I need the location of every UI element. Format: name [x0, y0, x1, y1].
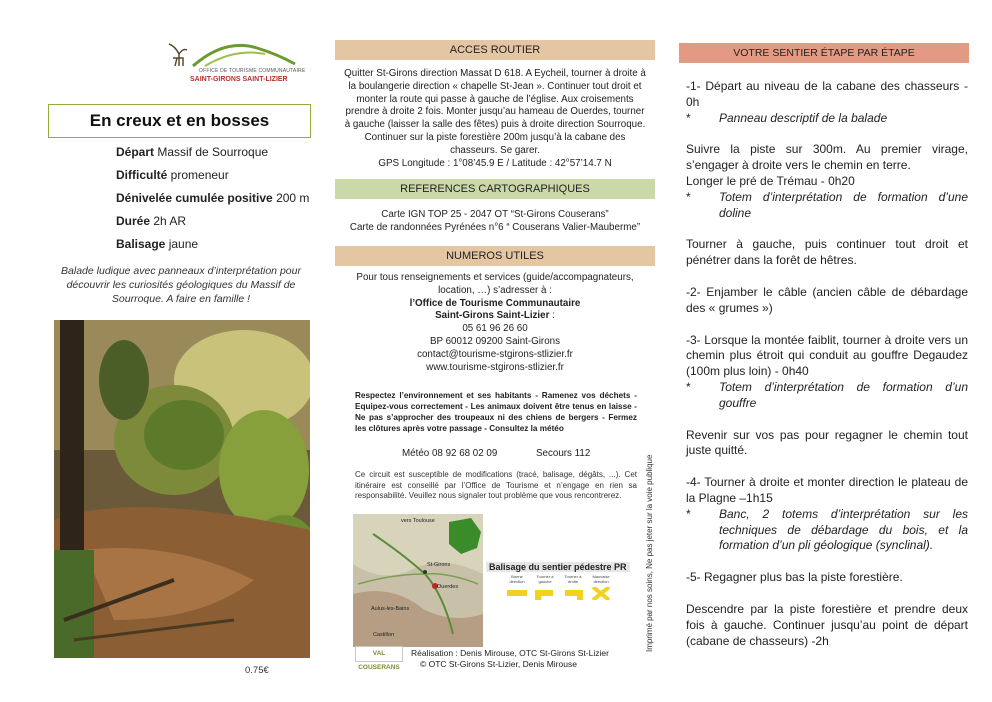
step-4-note	[686, 507, 968, 554]
step-5b: Descendre par la piste forestière et prendre deux fois à gauche. Continuer jusqu’au point de départ (cabane de chasseurs) -2h	[686, 601, 968, 648]
steps-list	[686, 79, 968, 665]
step-1b	[686, 142, 968, 221]
map-label-toulouse: vers Toulouse	[401, 518, 435, 524]
step-3-text: -3- Lorsque la montée faiblit, tourner à droite vers un chemin plus étroit qui conduit au gouffre Degaudez (100m plus loin) - 0h40	[686, 332, 968, 379]
rules-text: Respectez l’environnement et ses habitants - Ramenez vos déchets - Equipez-vous correctement - Les animaux doivent être tenus en laisse - Ne pas s’approcher des troupeaux ni des chiens de bergers - Fermez les clôtures après votre passage - Consultez la météo	[355, 391, 637, 433]
facts-list	[116, 143, 326, 258]
wrong-way-mark-icon	[591, 587, 611, 600]
fact-key: Départ	[116, 145, 155, 159]
fact-difficulte	[116, 166, 326, 189]
fact-value: jaune	[165, 237, 199, 251]
step-3	[686, 333, 968, 412]
step-1-text: -1- Départ au niveau de la cabane des chasseurs - 0h	[686, 79, 968, 109]
fact-key: Dénivelée cumulée positive	[116, 191, 273, 205]
note-star: *	[686, 189, 691, 204]
logo-line1: OFFICE DE TOURISME COMMUNAUTAIRE	[199, 68, 306, 74]
note-star: *	[686, 110, 691, 125]
step-5: -5- Regagner plus bas la piste forestière.	[686, 570, 903, 585]
step-1-note-text: Panneau descriptif de la balade	[719, 110, 888, 125]
logo-line2: SAINT-GIRONS SAINT-LIZIER	[190, 76, 288, 83]
map-label-st-girons: St-Girons	[427, 562, 451, 568]
tagline: Balade ludique avec panneaux d’interprétation pour découvrir les curiosités géologiques du Massif de Sourroque. A faire en famille !	[61, 265, 301, 305]
acces-heading: ACCES ROUTIER	[335, 40, 655, 60]
fact-key: Balisage	[116, 237, 166, 251]
balisage-label-right: Tourner à droite	[564, 574, 582, 584]
straight-mark-icon	[507, 587, 527, 600]
useful-website[interactable]: www.tourisme-stgirons-stlizier.fr	[426, 361, 564, 373]
useful-org1: l’Office de Tourisme Communautaire	[409, 297, 581, 309]
useful-email[interactable]: contact@tourisme-stgirons-stlizier.fr	[417, 348, 573, 360]
carto-text-block	[343, 209, 647, 235]
ibex-mountain-icon	[165, 40, 305, 70]
fact-value: promeneur	[167, 168, 229, 182]
fact-duree	[116, 212, 326, 235]
note-star: *	[686, 379, 691, 394]
tourism-office-logo	[165, 40, 305, 94]
forest-photo	[54, 320, 310, 658]
useful-address: BP 60012 09200 Saint-Girons	[430, 335, 560, 347]
useful-org2: Saint-Girons Saint-Lizier	[435, 310, 550, 322]
step-4-text: -4- Tourner à droite et monter direction le plateau de la Plagne –1h15	[686, 475, 968, 505]
step-1b-text: Suivre la piste sur 300m. Au premier virage, s’engager à droite vers le chemin en terre.	[686, 142, 968, 173]
useful-text-block	[343, 272, 647, 374]
acces-directions: Quitter St-Girons direction Massat D 618. A Eycheil, tourner à droite à la boulangerie direction « chapelle St-Jean ». Continuer tout droit et monter la route qui passe à gauche de l’église. Aux croisements prendre à droite 2 fois. Monter jusqu’au hameau de Ouerdes, tourner à gauche (laisser la salle des fêtes) puis à droite direction Sourroque. Continuer sur la piste forestière 200m jusqu’à la cabane des chasseurs. Se garer.	[344, 68, 646, 156]
balisage-legend	[483, 560, 633, 602]
useful-org-suffix: :	[549, 310, 555, 322]
disclaimer-text: Ce circuit est susceptible de modifications (tracé, balisage, dégâts, ...). Cet itinéraire est conseillé par l’Office de Tourisme et n’engage en rien sa responsabilité. Veuillez nous signaler tout problème que vous rencontrerez.	[355, 470, 637, 500]
carto-heading: REFERENCES CARTOGRAPHIQUES	[335, 179, 655, 199]
fact-balisage	[116, 235, 326, 258]
price: 0.75€	[245, 665, 269, 676]
credits-line1: Réalisation : Denis Mirouse, OTC St-Girons St-Lizier	[411, 648, 609, 658]
fact-denivelee	[116, 189, 326, 212]
brochure-title: En creux et en bosses	[48, 104, 311, 138]
useful-phone: 05 61 96 26 60	[462, 323, 528, 335]
useful-intro: Pour tous renseignements et services (guide/accompagnateurs, location, …) s’adresser à :	[356, 272, 634, 296]
balisage-label-left: Tourner à gauche	[536, 574, 554, 584]
carto-line2: Carte de randonnées Pyrénées n°6 “ Couserans Valier-Mauberme”	[349, 221, 641, 233]
balisage-label-straight: Bonne direction	[509, 574, 525, 584]
turn-right-mark-icon	[563, 587, 583, 600]
vertical-print-note: Imprimé par nos soins, Ne pas jeter sur la voie publique	[645, 454, 654, 652]
step-4	[686, 475, 968, 554]
balisage-title: Balisage du sentier pédestre PR	[486, 562, 630, 572]
secours-number: Secours 112	[536, 448, 591, 459]
step-1d: Tourner à gauche, puis continuer tout droit et pénétrer dans la forêt de hêtres.	[686, 237, 968, 268]
map-label-ouerdes: Ouerdes	[437, 584, 459, 590]
fact-value: 200 m	[272, 191, 310, 205]
step-1c-text: Longer le pré de Trémau - 0h20	[686, 173, 855, 188]
credits-line2: © OTC St-Girons St-Lizier, Denis Mirouse	[420, 659, 577, 669]
step-1c-note	[686, 190, 968, 222]
step-2: -2- Enjamber le câble (ancien câble de débardage des « grumes »)	[686, 284, 968, 315]
fact-value: 2h AR	[150, 214, 187, 228]
steps-heading: VOTRE SENTIER ÉTAPE PAR ÉTAPE	[679, 43, 969, 63]
carto-line1: Carte IGN TOP 25 - 2047 OT “St-Girons Couserans”	[381, 209, 609, 220]
fact-depart	[116, 143, 326, 166]
step-1c-note-text: Totem d’interprétation de formation d’une doline	[719, 189, 968, 220]
fact-key: Difficulté	[116, 168, 168, 182]
fact-key: Durée	[116, 214, 151, 228]
meteo-number: Météo 08 92 68 02 09	[402, 448, 498, 459]
step-4-note-text: Banc, 2 totems d’interprétation sur les techniques de débardage du bois, et la formation d’un pli géologique (synclinal).	[719, 506, 968, 553]
step-3b: Revenir sur vos pas pour regagner le chemin tout juste quitté.	[686, 427, 968, 458]
map-label-castillon: Castillon	[373, 632, 395, 638]
step-3-note	[686, 380, 968, 412]
gps-coordinates: GPS Longitude : 1°08’45.9 E / Latitude : 42°57’14.7 N	[378, 157, 612, 169]
note-star: *	[686, 506, 691, 521]
acces-text-block	[343, 68, 647, 170]
map-label-aulus: Aulus-les-Bains	[371, 606, 410, 612]
val-couserans-logo: VAL COUSERANS	[355, 646, 403, 662]
step-3-note-text: Totem d’interprétation de formation d’un gouffre	[719, 379, 968, 410]
step-1	[686, 79, 968, 126]
turn-left-mark-icon	[535, 587, 555, 600]
fact-value: Massif de Sourroque	[154, 145, 269, 159]
step-1-note	[686, 111, 968, 127]
balisage-label-wrong: Mauvaise direction	[592, 574, 610, 584]
location-map	[353, 514, 483, 647]
useful-heading: NUMEROS UTILES	[335, 246, 655, 266]
